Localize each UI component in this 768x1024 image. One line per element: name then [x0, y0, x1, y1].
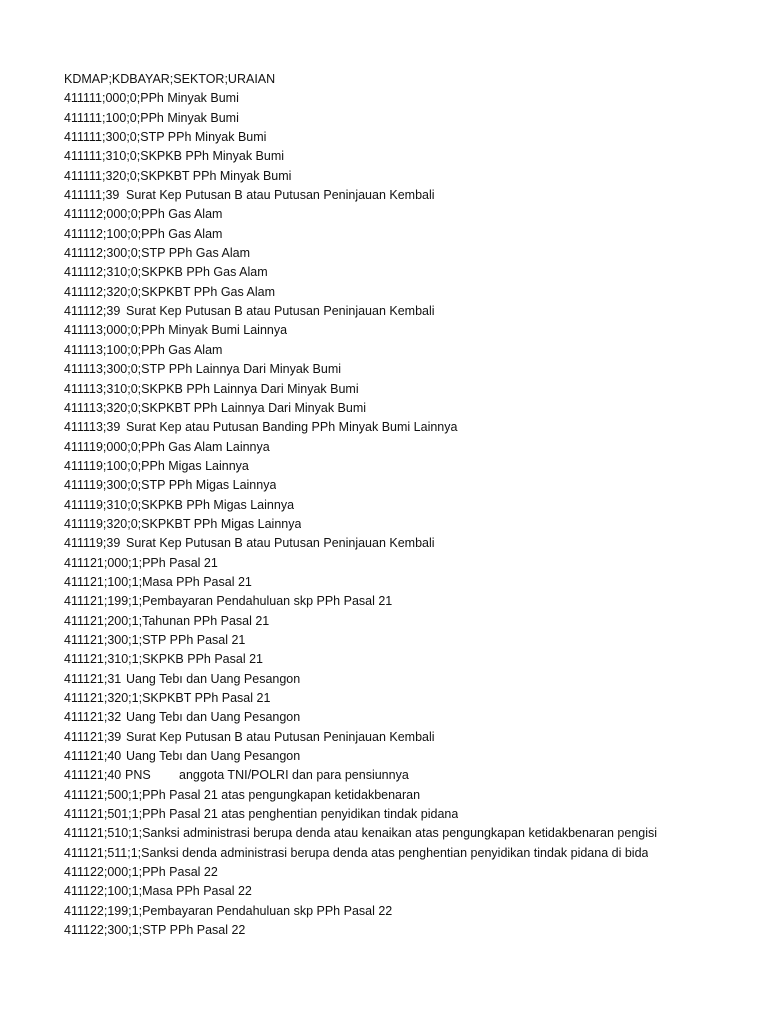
header-cell: KDMAP;KDBAYAR;SEKTOR;URAIAN — [64, 72, 276, 86]
table-row — [64, 167, 658, 186]
row-description-cell: Uang Tebı dan Uang Pesangon — [126, 710, 301, 725]
row-code-cell: 411121;100;1;Masa PPh Pasal 21 — [64, 574, 252, 589]
row-description-cell: Surat Kep Putusan B atau Putusan Peninjauan Kembali — [126, 304, 435, 319]
table-row — [64, 418, 658, 437]
table-row — [64, 824, 658, 843]
table-row — [64, 708, 658, 727]
row-code-cell: 411122;000;1;PPh Pasal 22 — [64, 865, 218, 880]
row-code-cell: 411111;39 — [64, 188, 120, 203]
table-row — [64, 321, 658, 340]
table-row — [64, 805, 658, 824]
row-code-cell: 411111;300;0;STP PPh Minyak Bumi — [64, 130, 267, 145]
row-code-cell: 411121;39 — [64, 729, 122, 744]
row-code-cell: 411121;31 — [64, 671, 122, 686]
table-row — [64, 554, 658, 573]
row-code-cell: 411111;000;0;PPh Minyak Bumi — [64, 91, 239, 106]
table-row — [64, 147, 658, 166]
table-row — [64, 882, 658, 901]
row-description-cell: Uang Tebı dan Uang Pesangon — [126, 749, 301, 764]
row-code-cell: 411112;310;0;SKPKB PPh Gas Alam — [64, 265, 268, 280]
table-row — [64, 89, 658, 108]
table-row — [64, 573, 658, 592]
row-code-cell: 411121;511;1;Sanksi denda administrasi berupa denda atas penghentian penyidikan tindak pidana di bida — [64, 845, 649, 860]
table-row — [64, 225, 658, 244]
table-row — [64, 380, 658, 399]
table-row — [64, 128, 658, 147]
table-row — [64, 921, 658, 940]
table-row — [64, 844, 658, 863]
table-row — [64, 534, 658, 553]
row-code-cell: 411111;310;0;SKPKB PPh Minyak Bumi — [64, 149, 285, 164]
table-row — [64, 786, 658, 805]
row-code-cell: 411122;300;1;STP PPh Pasal 22 — [64, 923, 246, 938]
row-code-cell: 411121;320;1;SKPKBT PPh Pasal 21 — [64, 691, 271, 705]
header-row — [64, 70, 658, 89]
table-row — [64, 689, 658, 708]
table-row — [64, 496, 658, 515]
row-code-cell: 411112;320;0;SKPKBT PPh Gas Alam — [64, 284, 276, 299]
row-code-cell: 411113;320;0;SKPKBT PPh Lainnya Dari Minyak Bumi — [64, 400, 367, 415]
table-row — [64, 109, 658, 128]
table-row — [64, 399, 658, 418]
row-description-cell: Surat Kep Putusan B atau Putusan Peninjauan Kembali — [126, 729, 435, 744]
row-code-cell: 411121;199;1;Pembayaran Pendahuluan skp PPh Pasal 21 — [64, 594, 393, 609]
table-row — [64, 863, 658, 882]
table-row — [64, 515, 658, 534]
table-row — [64, 612, 658, 631]
row-code-cell: 411121;000;1;PPh Pasal 21 — [64, 555, 218, 570]
table-row — [64, 341, 658, 360]
row-code-cell: 411119;000;0;PPh Gas Alam Lainnya — [64, 439, 270, 454]
row-code-cell: 411113;100;0;PPh Gas Alam — [64, 342, 223, 357]
row-code-cell: 411113;39 — [64, 420, 121, 435]
row-code-cell: 411111;320;0;SKPKBT PPh Minyak Bumi — [64, 168, 292, 183]
row-code-cell: 411121;32 — [64, 710, 122, 725]
table-row — [64, 244, 658, 263]
table-row — [64, 650, 658, 669]
row-code-cell: 411121;300;1;STP PPh Pasal 21 — [64, 632, 246, 647]
table-row — [64, 205, 658, 224]
table-row — [64, 476, 658, 495]
table-row — [64, 902, 658, 921]
row-description-cell: Uang Tebı dan Uang Pesangon — [126, 671, 301, 686]
row-code-cell: 411119;310;0;SKPKB PPh Migas Lainnya — [64, 497, 295, 512]
table-row — [64, 670, 658, 689]
row-pns-cell: PNS — [125, 768, 151, 783]
row-code-cell: 411112;300;0;STP PPh Gas Alam — [64, 246, 250, 261]
row-code-cell: 411121;510;1;Sanksi administrasi berupa denda atau kenaikan atas pengungkapan ketidakbenaran pengisi — [64, 826, 658, 841]
table-row — [64, 438, 658, 457]
row-code-cell: 411121;200;1;Tahunan PPh Pasal 21 — [64, 613, 270, 628]
table-row — [64, 592, 658, 611]
row-description-cell: Surat Kep Putusan B atau Putusan Peninjauan Kembali — [126, 536, 435, 551]
row-description-cell: Surat Kep Putusan B atau Putusan Peninjauan Kembali — [126, 188, 435, 203]
row-code-cell: 411111;100;0;PPh Minyak Bumi — [64, 110, 239, 125]
row-code-cell: 411121;40 — [64, 768, 122, 783]
row-description-cell: anggota TNI/POLRI dan para pensiunnya — [179, 768, 409, 783]
row-code-cell: 411119;100;0;PPh Migas Lainnya — [64, 458, 249, 473]
row-code-cell: 411121;310;1;SKPKB PPh Pasal 21 — [64, 652, 263, 667]
spreadsheet-text-column — [64, 70, 658, 940]
table-row — [64, 766, 658, 785]
row-code-cell: 411113;300;0;STP PPh Lainnya Dari Minyak Bumi — [64, 362, 342, 377]
row-code-cell: 411112;39 — [64, 304, 121, 319]
row-code-cell: 411121;500;1;PPh Pasal 21 atas pengungkapan ketidakbenaran — [64, 787, 421, 802]
row-code-cell: 411122;100;1;Masa PPh Pasal 22 — [64, 884, 252, 899]
row-description-wrap — [125, 766, 658, 785]
row-code-cell: 411119;320;0;SKPKBT PPh Migas Lainnya — [64, 516, 302, 531]
table-row — [64, 457, 658, 476]
table-row — [64, 747, 658, 766]
table-row — [64, 263, 658, 282]
table-row — [64, 360, 658, 379]
table-row — [64, 186, 658, 205]
table-row — [64, 302, 658, 321]
row-code-cell: 411112;000;0;PPh Gas Alam — [64, 207, 223, 222]
table-row — [64, 631, 658, 650]
row-code-cell: 411121;40 — [64, 749, 122, 764]
row-code-cell: 411121;501;1;PPh Pasal 21 atas penghentian penyidikan tindak pidana — [64, 807, 459, 822]
row-code-cell: 411119;300;0;STP PPh Migas Lainnya — [64, 478, 277, 493]
table-row — [64, 283, 658, 302]
row-description-cell: Surat Kep atau Putusan Banding PPh Minyak Bumi Lainnya — [126, 420, 458, 435]
row-code-cell: 411113;000;0;PPh Minyak Bumi Lainnya — [64, 323, 288, 338]
table-row — [64, 728, 658, 747]
row-code-cell: 411122;199;1;Pembayaran Pendahuluan skp PPh Pasal 22 — [64, 903, 393, 918]
row-code-cell: 411113;310;0;SKPKB PPh Lainnya Dari Minyak Bumi — [64, 381, 359, 396]
row-code-cell: 411119;39 — [64, 536, 121, 551]
row-code-cell: 411112;100;0;PPh Gas Alam — [64, 226, 223, 241]
